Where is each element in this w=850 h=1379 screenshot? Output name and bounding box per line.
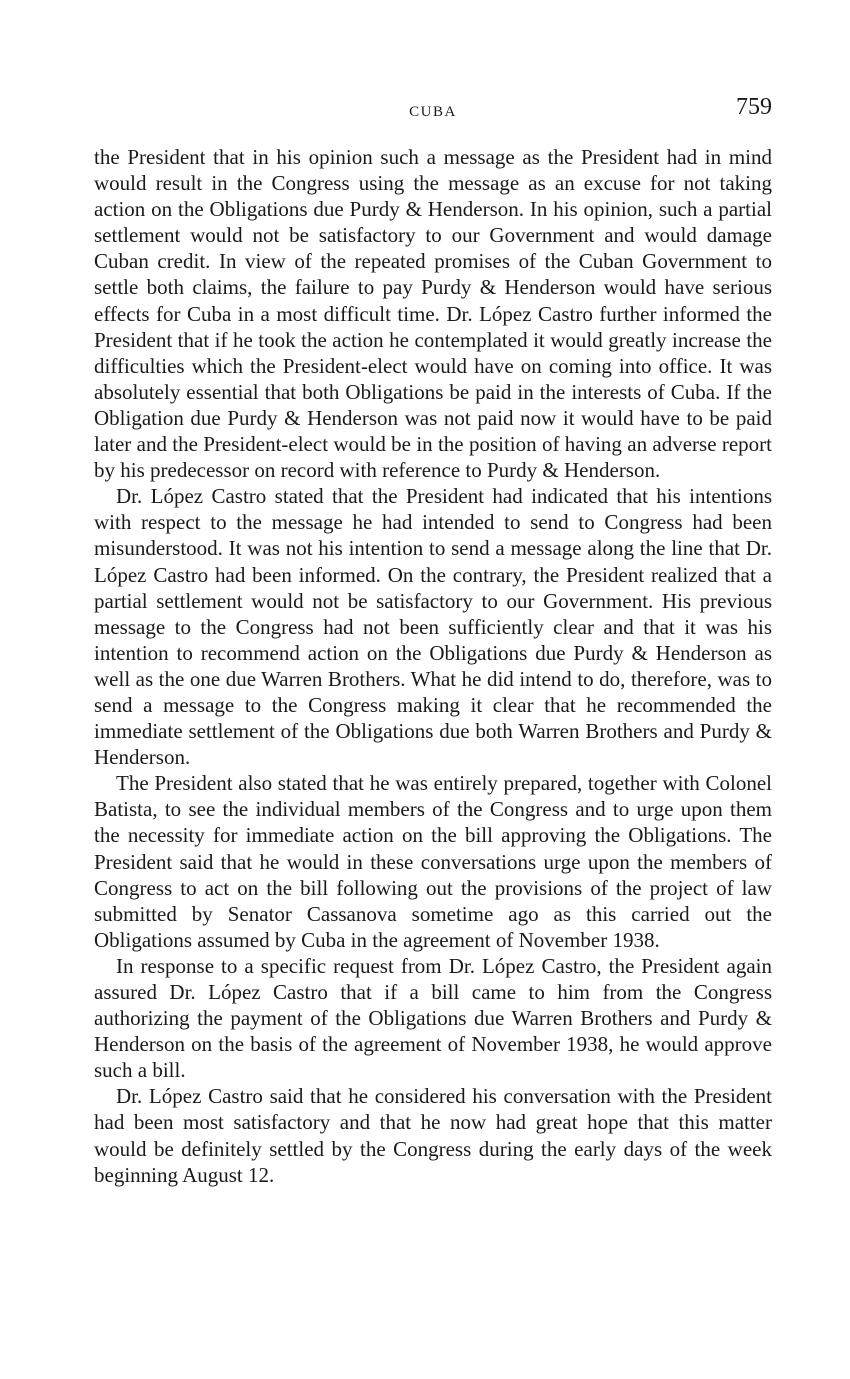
paragraph: In response to a specific request from Dr. López Castro, the President again assured Dr. López Castro that if a bill came to him from the Congress authorizing the payment of the Obligations due Warren Brothers and Purdy & Henderson on the basis of the agreement of November 1938, he would approve such a bill.	[94, 953, 772, 1083]
paragraph: Dr. López Castro stated that the President had indicated that his intentions with respect to the message he had intended to send to Congress had been misunderstood. It was not his intention to send a message along the line that Dr. López Castro had been informed. On the contrary, the President realized that a partial settlement would not be satisfactory to our Government. His previous message to the Congress had not been sufficiently clear and that it was his intention to recommend action on the Obligations due Purdy & Henderson as well as the one due Warren Brothers. What he did intend to do, therefore, was to send a message to the Congress making it clear that he recommended the immediate settlement of the Obligations due both Warren Brothers and Purdy & Henderson.	[94, 484, 772, 770]
document-page	[94, 92, 772, 1188]
paragraph-continued: the President that in his opinion such a message as the President had in mind would result in the Congress using the message as an excuse for not taking action on the Obligations due Purdy & Henderson. In his opinion, such a partial settlement would not be satisfactory to our Government and would damage Cuban credit. In view of the repeated promises of the Cuban Government to settle both claims, the failure to pay Purdy & Henderson would have serious effects for Cuba in a most difficult time. Dr. López Castro further informed the President that if he took the action he contemplated it would greatly increase the difficulties which the President-elect would have on coming into office. It was absolutely essential that both Obligations be paid in the interests of Cuba. If the Obligation due Purdy & Henderson was not paid now it would have to be paid later and the President-elect would be in the position of having an adverse report by his predecessor on record with reference to Purdy & Henderson.	[94, 145, 772, 483]
paragraph: The President also stated that he was entirely prepared, together with Colonel Batista, to see the individual members of the Congress and to urge upon them the necessity for immediate action on the bill approving the Obligations. The President said that he would in these conversations urge upon the members of Congress to act on the bill following out the provisions of the project of law submitted by Senator Cassanova sometime ago as this carried out the Obligations assumed by Cuba in the agreement of November 1938.	[94, 771, 772, 952]
page-header	[94, 92, 772, 132]
body-text	[94, 144, 772, 1188]
running-head: CUBA	[409, 104, 457, 120]
paragraph: Dr. López Castro said that he considered his conversation with the President had been most satisfactory and that he now had great hope that this matter would be definitely settled by the Congress during the early days of the week beginning August 12.	[94, 1084, 772, 1187]
page-number: 759	[736, 94, 772, 120]
